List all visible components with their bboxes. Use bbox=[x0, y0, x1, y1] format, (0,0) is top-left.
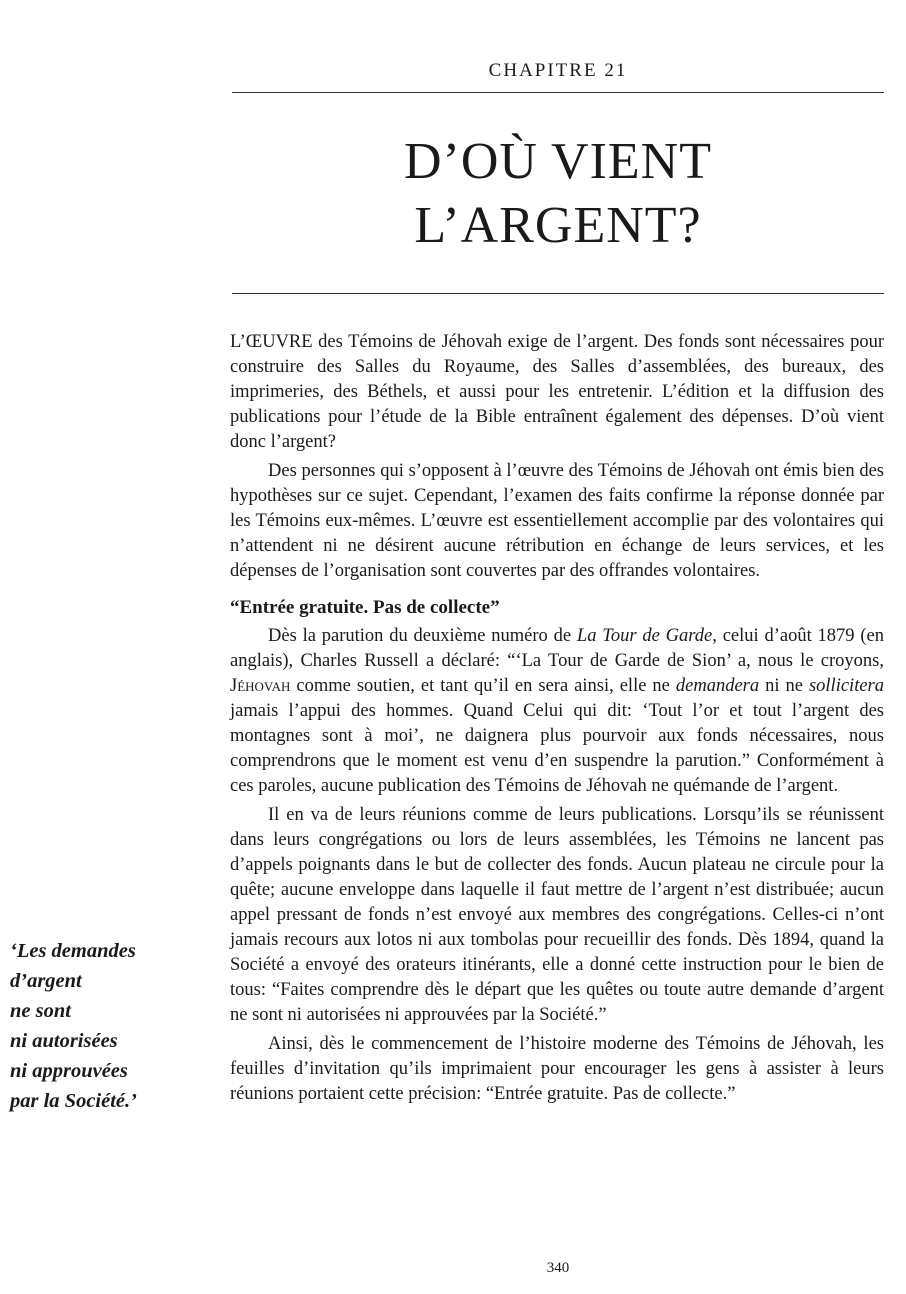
paragraph-2: Des personnes qui s’opposent à l’œuvre des Témoins de Jéhovah ont émis bien des hypothèses sur ce sujet. Cependant, l’examen des faits confirme la réponse donnée par les Témoins eux-mêmes. L’œuvre est essentiellement accomplie par des volontaires qui n’attendent ni ne désirent aucune rétribution en échange de leurs services, et les dépenses de l’organisation sont couvertes par des offrandes volontaires. bbox=[230, 461, 884, 581]
pull-quote-line: par la Société.’ bbox=[10, 1090, 137, 1112]
paragraph-3-divine-name: Jéhovah bbox=[230, 676, 291, 696]
chapter-title-line-1: D’OÙ VIENT bbox=[404, 133, 712, 190]
chapter-title-line-2: L’ARGENT? bbox=[414, 197, 702, 254]
pull-quote bbox=[10, 936, 210, 1116]
pull-quote-line: ‘Les demandes bbox=[10, 940, 136, 962]
paragraph-3-text-e: comme soutien, et tant qu’il en sera ainsi, elle ne bbox=[290, 676, 676, 696]
paragraph-3-publication-title: La Tour de Garde, bbox=[576, 626, 717, 646]
paragraph-3-text-a: Dès la parution du deuxième numéro de bbox=[268, 626, 577, 646]
paragraph-5: Ainsi, dès le commencement de l’histoire moderne des Témoins de Jéhovah, les feuilles d’invitation qu’ils imprimaient pour encourager les gens à assister à leurs réunions portaient cette précision: “Entrée gratuite. Pas de collecte.” bbox=[230, 1034, 884, 1104]
header-rule-bottom bbox=[232, 293, 884, 294]
page-number: 340 bbox=[546, 1260, 570, 1276]
pull-quote-line: d’argent bbox=[10, 970, 82, 992]
chapter-label: CHAPITRE 21 bbox=[488, 60, 628, 81]
paragraph-3 bbox=[230, 624, 884, 799]
paragraph-3-emphasis-1: demandera bbox=[675, 676, 760, 696]
pull-quote-line: ni approuvées bbox=[10, 1060, 128, 1082]
body-text bbox=[230, 330, 884, 1107]
chapter-title bbox=[232, 130, 884, 258]
pull-quote-line: ni autorisées bbox=[10, 1030, 118, 1052]
paragraph-3-text-g: ni ne bbox=[759, 676, 809, 696]
paragraph-4: Il en va de leurs réunions comme de leurs publications. Lorsqu’ils se réunissent dans leurs congrégations ou lors de leurs assemblées, les Témoins ne lancent pas d’appels poignants dans le but de collecter des fonds. Aucun plateau ne circule pour la quête; aucune enveloppe dans laquelle il faut mettre de l’argent n’est distribuée; aucun appel pressant de fonds n’est envoyé aux membres des congrégations. Celles-ci n’ont jamais recours aux lotos ni aux tombolas pour recueillir des fonds. Dès 1894, quand la Société a envoyé des orateurs itinérants, elle a donné cette instruction pour le bien de tous: “Faites comprendre dès le départ que les quêtes ou toute autre demande d’argent ne sont ni autorisées ni approuvées par la Société.” bbox=[230, 805, 884, 1025]
pull-quote-line: ne sont bbox=[10, 1000, 71, 1022]
header-rule-top bbox=[232, 92, 884, 93]
paragraph-3-text-i: jamais l’appui des hommes. Quand Celui qui dit: ‘Tout l’or et tout l’argent des montagnes sont à moi’, ne daignera plus pourvoir aux fonds nécessaires, nous comprendrons que le moment est venu d’en suspendre la parution.” Conformément à ces paroles, aucune publication des Témoins de Jéhovah ne quémande de l’argent. bbox=[230, 701, 884, 796]
paragraph-1: L’ŒUVRE des Témoins de Jéhovah exige de l’argent. Des fonds sont nécessaires pour construire des Salles du Royaume, des Salles d’assemblées, des bureaux, des imprimeries, des Béthels, et aussi pour les entretenir. L’édition et la diffusion des publications pour l’étude de la Bible entraînent également des dépenses. D’où vient donc l’argent? bbox=[230, 332, 884, 452]
paragraph-3-emphasis-2: sollicitera bbox=[808, 676, 884, 696]
paragraph-3-text-c: celui d’août 1879 (en anglais), Charles Russell a déclaré: “‘La Tour de Garde de Sion’ a, nous le croyons, bbox=[230, 626, 884, 671]
section-subheading: “Entrée gratuite. Pas de collecte” bbox=[230, 597, 500, 618]
